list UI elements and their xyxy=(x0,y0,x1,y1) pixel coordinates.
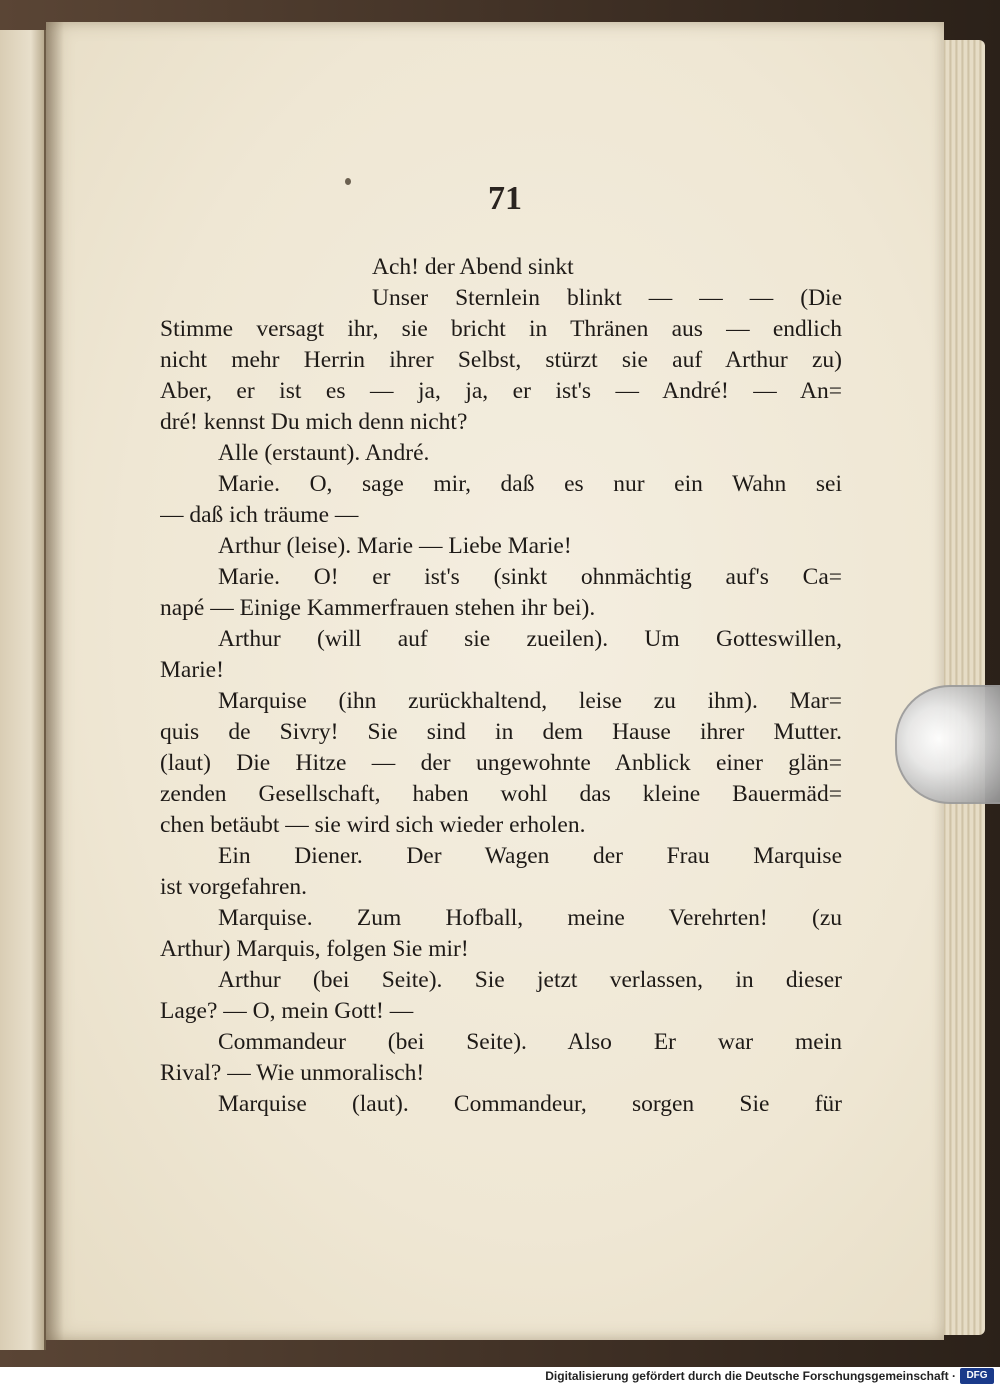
text-line: napé — Einige Kammerfrauen stehen ihr bei). xyxy=(160,595,596,621)
text-line: nicht mehr Herrin ihrer Selbst, stürzt sie auf Arthur zu) xyxy=(160,347,842,373)
text-line: quis de Sivry! Sie sind in dem Hause ihrer Mutter. xyxy=(160,719,842,745)
text-line: Marquise (laut). Commandeur, sorgen Sie für xyxy=(218,1091,842,1117)
body-text xyxy=(160,252,842,1120)
dfg-logo: DFG xyxy=(960,1368,994,1384)
text-line: Arthur) Marquis, folgen Sie mir! xyxy=(160,936,469,962)
gutter-shadow xyxy=(46,22,64,1340)
text-line: Arthur (will auf sie zueilen). Um Gotteswillen, xyxy=(218,626,842,652)
funding-note: Digitalisierung gefördert durch die Deutsche Forschungsgemeinschaft · xyxy=(545,1369,956,1383)
text-line: Marie! xyxy=(160,657,224,683)
ink-speck xyxy=(345,178,351,185)
text-line: Arthur (leise). Marie — Liebe Marie! xyxy=(218,533,572,559)
text-line: Alle (erstaunt). André. xyxy=(218,440,430,466)
text-line: Ach! der Abend sinkt xyxy=(372,254,574,280)
text-line: Marquise (ihn zurückhaltend, leise zu ihm). Mar= xyxy=(218,688,842,714)
text-line: Commandeur (bei Seite). Also Er war mein xyxy=(218,1029,842,1055)
text-line: Lage? — O, mein Gott! — xyxy=(160,998,414,1024)
text-line: — daß ich träume — xyxy=(160,502,359,528)
text-line: Arthur (bei Seite). Sie jetzt verlassen, in dieser xyxy=(218,967,842,993)
scanner-clip-glare xyxy=(895,685,1000,804)
text-line: Marie. O, sage mir, daß es nur ein Wahn sei xyxy=(218,471,842,497)
text-line: dré! kennst Du mich denn nicht? xyxy=(160,409,468,435)
text-line: Rival? — Wie unmoralisch! xyxy=(160,1060,425,1086)
text-line: chen betäubt — sie wird sich wieder erholen. xyxy=(160,812,586,838)
text-line: Stimme versagt ihr, sie bricht in Thränen aus — endlich xyxy=(160,316,842,342)
text-line: Aber, er ist es — ja, ja, er ist's — André! — An= xyxy=(160,378,842,404)
text-line: Marie. O! er ist's (sinkt ohnmächtig auf's Ca= xyxy=(218,564,842,590)
text-line: (laut) Die Hitze — der ungewohnte Anblick einer glän= xyxy=(160,750,842,776)
text-line: zenden Gesellschaft, haben wohl das kleine Bauermäd= xyxy=(160,781,842,807)
text-line: Unser Sternlein blinkt — — — (Die xyxy=(372,285,842,311)
text-line: Marquise. Zum Hofball, meine Verehrten! (zu xyxy=(218,905,842,931)
left-page-edge xyxy=(0,30,46,1350)
page-number: 71 xyxy=(488,180,522,217)
funding-footer xyxy=(0,1367,1000,1387)
text-line: ist vorgefahren. xyxy=(160,874,308,900)
text-line: Ein Diener. Der Wagen der Frau Marquise xyxy=(218,843,842,869)
